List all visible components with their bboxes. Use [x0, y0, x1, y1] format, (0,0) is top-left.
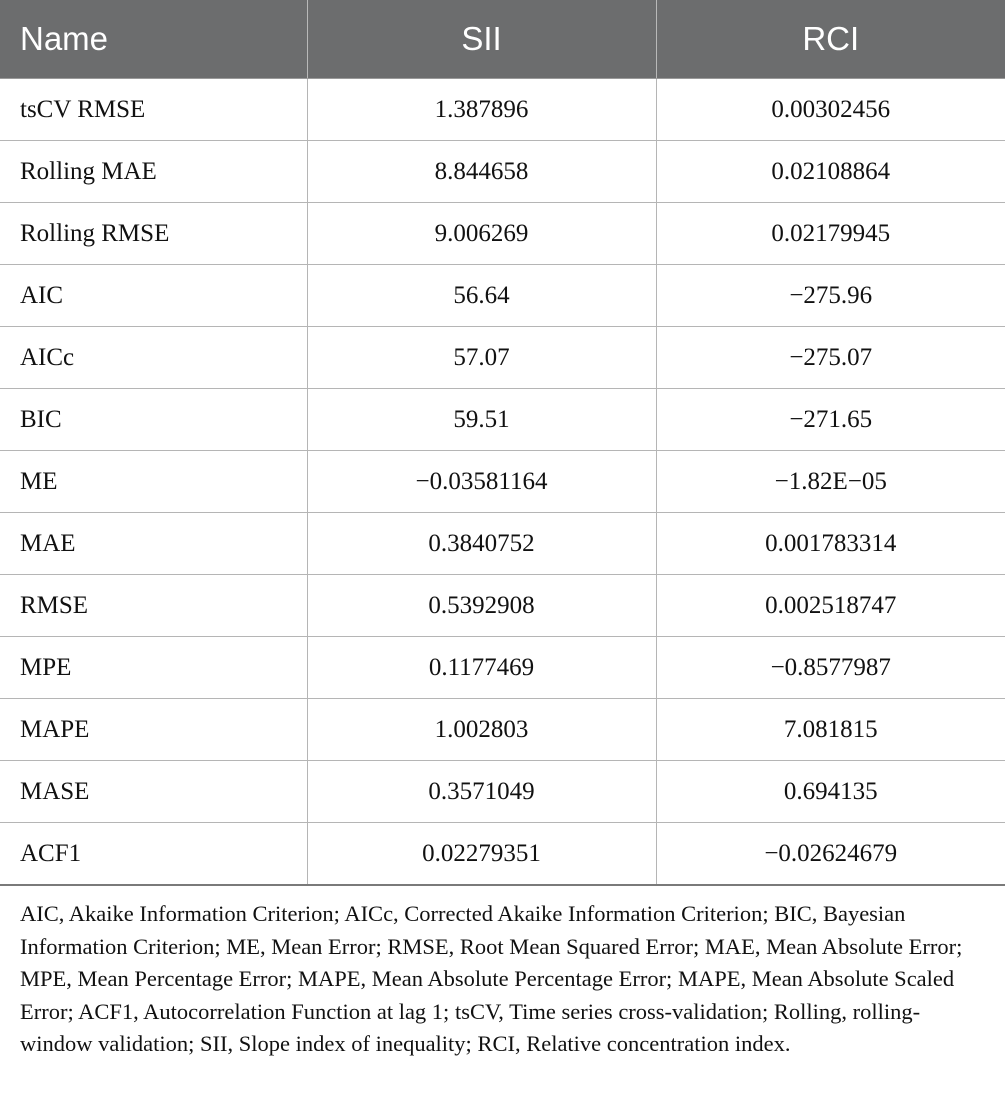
- cell-rci: −271.65: [656, 389, 1005, 451]
- cell-name: AICc: [0, 327, 307, 389]
- cell-name: ME: [0, 451, 307, 513]
- cell-rci: 7.081815: [656, 699, 1005, 761]
- cell-sii: 8.844658: [307, 141, 656, 203]
- header-rci: RCI: [656, 0, 1005, 79]
- table-row: [0, 203, 1005, 265]
- table-row: [0, 141, 1005, 203]
- cell-sii: 9.006269: [307, 203, 656, 265]
- cell-name: MAPE: [0, 699, 307, 761]
- cell-rci: 0.00302456: [656, 79, 1005, 141]
- table-body: [0, 79, 1005, 886]
- cell-name: MAE: [0, 513, 307, 575]
- cell-rci: 0.001783314: [656, 513, 1005, 575]
- cell-name: ACF1: [0, 823, 307, 886]
- cell-rci: −1.82E−05: [656, 451, 1005, 513]
- cell-sii: 56.64: [307, 265, 656, 327]
- header-sii: SII: [307, 0, 656, 79]
- table-header: [0, 0, 1005, 79]
- table-row: [0, 265, 1005, 327]
- table-row: [0, 575, 1005, 637]
- cell-name: Rolling RMSE: [0, 203, 307, 265]
- cell-name: RMSE: [0, 575, 307, 637]
- header-row: [0, 0, 1005, 79]
- cell-name: tsCV RMSE: [0, 79, 307, 141]
- cell-sii: 1.387896: [307, 79, 656, 141]
- cell-sii: 59.51: [307, 389, 656, 451]
- cell-rci: 0.02179945: [656, 203, 1005, 265]
- cell-sii: 57.07: [307, 327, 656, 389]
- table-row: [0, 699, 1005, 761]
- cell-name: BIC: [0, 389, 307, 451]
- header-name: Name: [0, 0, 307, 79]
- table-row: [0, 637, 1005, 699]
- cell-rci: −275.96: [656, 265, 1005, 327]
- table-row: [0, 451, 1005, 513]
- cell-rci: −0.02624679: [656, 823, 1005, 886]
- cell-rci: −275.07: [656, 327, 1005, 389]
- table-footnote: AIC, Akaike Information Criterion; AICc, Corrected Akaike Information Criterion; BIC, Bayesian Information Criterion; ME, Mean Error; RMSE, Root Mean Squared Error; MAE, Mean Absolute Error; MPE, Mean Percentage Error; MAPE, Mean Absolute Percentage Error; MAPE, Mean Absolute Scaled Error; ACF1, Autocorrelation Function at lag 1; tsCV, Time series cross-validation; Rolling, rolling-window validation; SII, Slope index of inequality; RCI, Relative concentration index.: [20, 901, 963, 1056]
- cell-rci: 0.002518747: [656, 575, 1005, 637]
- cell-name: Rolling MAE: [0, 141, 307, 203]
- table-row: [0, 823, 1005, 886]
- cell-rci: 0.694135: [656, 761, 1005, 823]
- cell-sii: 1.002803: [307, 699, 656, 761]
- table-row: [0, 761, 1005, 823]
- cell-name: MASE: [0, 761, 307, 823]
- table-row: [0, 389, 1005, 451]
- cell-name: AIC: [0, 265, 307, 327]
- cell-sii: −0.03581164: [307, 451, 656, 513]
- cell-sii: 0.3840752: [307, 513, 656, 575]
- cell-name: MPE: [0, 637, 307, 699]
- table-row: [0, 513, 1005, 575]
- cell-rci: −0.8577987: [656, 637, 1005, 699]
- cell-sii: 0.3571049: [307, 761, 656, 823]
- cell-sii: 0.02279351: [307, 823, 656, 886]
- table-row: [0, 79, 1005, 141]
- cell-sii: 0.1177469: [307, 637, 656, 699]
- table-row: [0, 327, 1005, 389]
- cell-sii: 0.5392908: [307, 575, 656, 637]
- cell-rci: 0.02108864: [656, 141, 1005, 203]
